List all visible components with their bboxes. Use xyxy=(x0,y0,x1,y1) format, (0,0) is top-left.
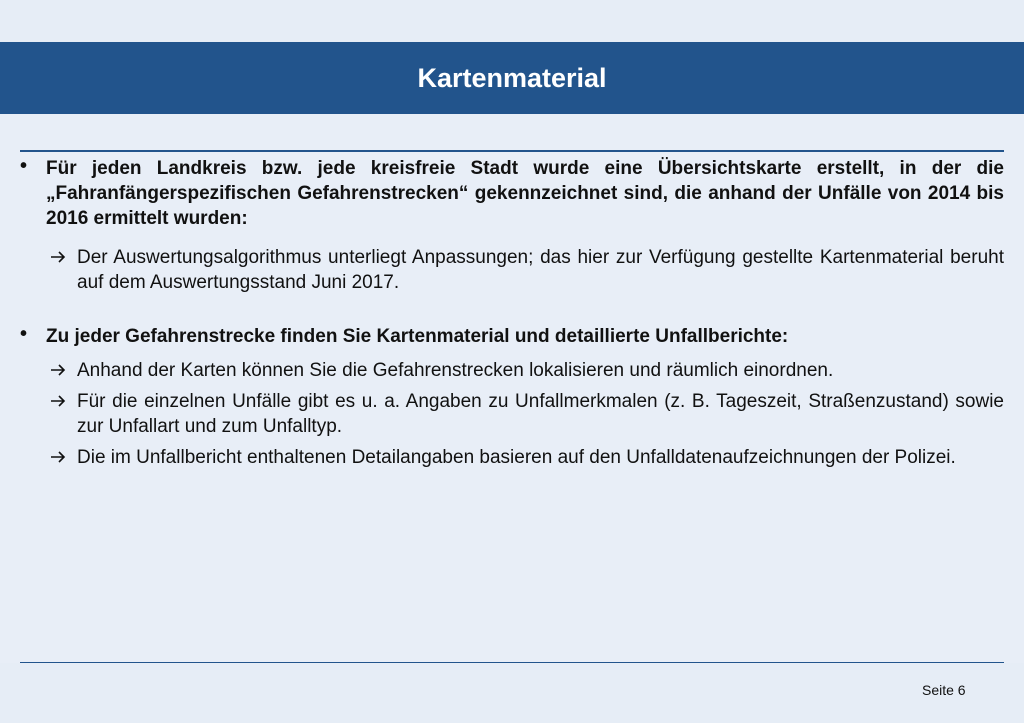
slide-title: Kartenmaterial xyxy=(417,62,607,93)
sub-item xyxy=(20,245,1004,295)
bullet-dot-icon: • xyxy=(20,155,28,177)
sub-item xyxy=(20,445,1004,470)
arrow-right-icon xyxy=(50,249,66,265)
sub-item xyxy=(20,389,1004,439)
arrow-right-icon xyxy=(50,393,66,409)
bullet-text: Für jeden Landkreis bzw. jede kreisfreie Stadt wurde eine Übersichtskarte erstellt, in der die „Fahranfängerspezifischen Gefahrenstrecken“ gekennzeichnet sind, die anhand der Unfälle von 2014 bis 2016 ermittelt wurden: xyxy=(46,158,1004,229)
top-band xyxy=(0,0,1024,42)
arrow-right-icon xyxy=(50,362,66,378)
page-number: Seite 6 xyxy=(922,682,966,698)
bullet-dot-icon: • xyxy=(20,323,28,345)
bullet-item xyxy=(20,324,1004,349)
slide-content xyxy=(20,156,1004,470)
sub-item-text: Die im Unfallbericht enthaltenen Detailangaben basieren auf den Unfalldatenaufzeichnungen der Polizei. xyxy=(77,447,956,468)
title-bar xyxy=(0,42,1024,114)
sub-item-text: Anhand der Karten können Sie die Gefahrenstrecken lokalisieren und räumlich einordnen. xyxy=(77,360,834,381)
sub-item xyxy=(20,358,1004,383)
sub-item-text: Für die einzelnen Unfälle gibt es u. a. Angaben zu Unfallmerkmalen (z. B. Tageszeit, Straßenzustand) sowie zur Unfallart und zum Unfalltyp. xyxy=(77,391,1004,437)
bullet-item xyxy=(20,156,1004,231)
sub-item-text: Der Auswertungsalgorithmus unterliegt Anpassungen; das hier zur Verfügung gestellte Kartenmaterial beruht auf dem Auswertungsstand Juni 2017. xyxy=(77,247,1004,293)
divider-top xyxy=(20,150,1004,152)
bottom-band xyxy=(0,663,1024,723)
bullet-text: Zu jeder Gefahrenstrecke finden Sie Kartenmaterial und detaillierte Unfallberichte: xyxy=(46,326,789,347)
arrow-right-icon xyxy=(50,449,66,465)
